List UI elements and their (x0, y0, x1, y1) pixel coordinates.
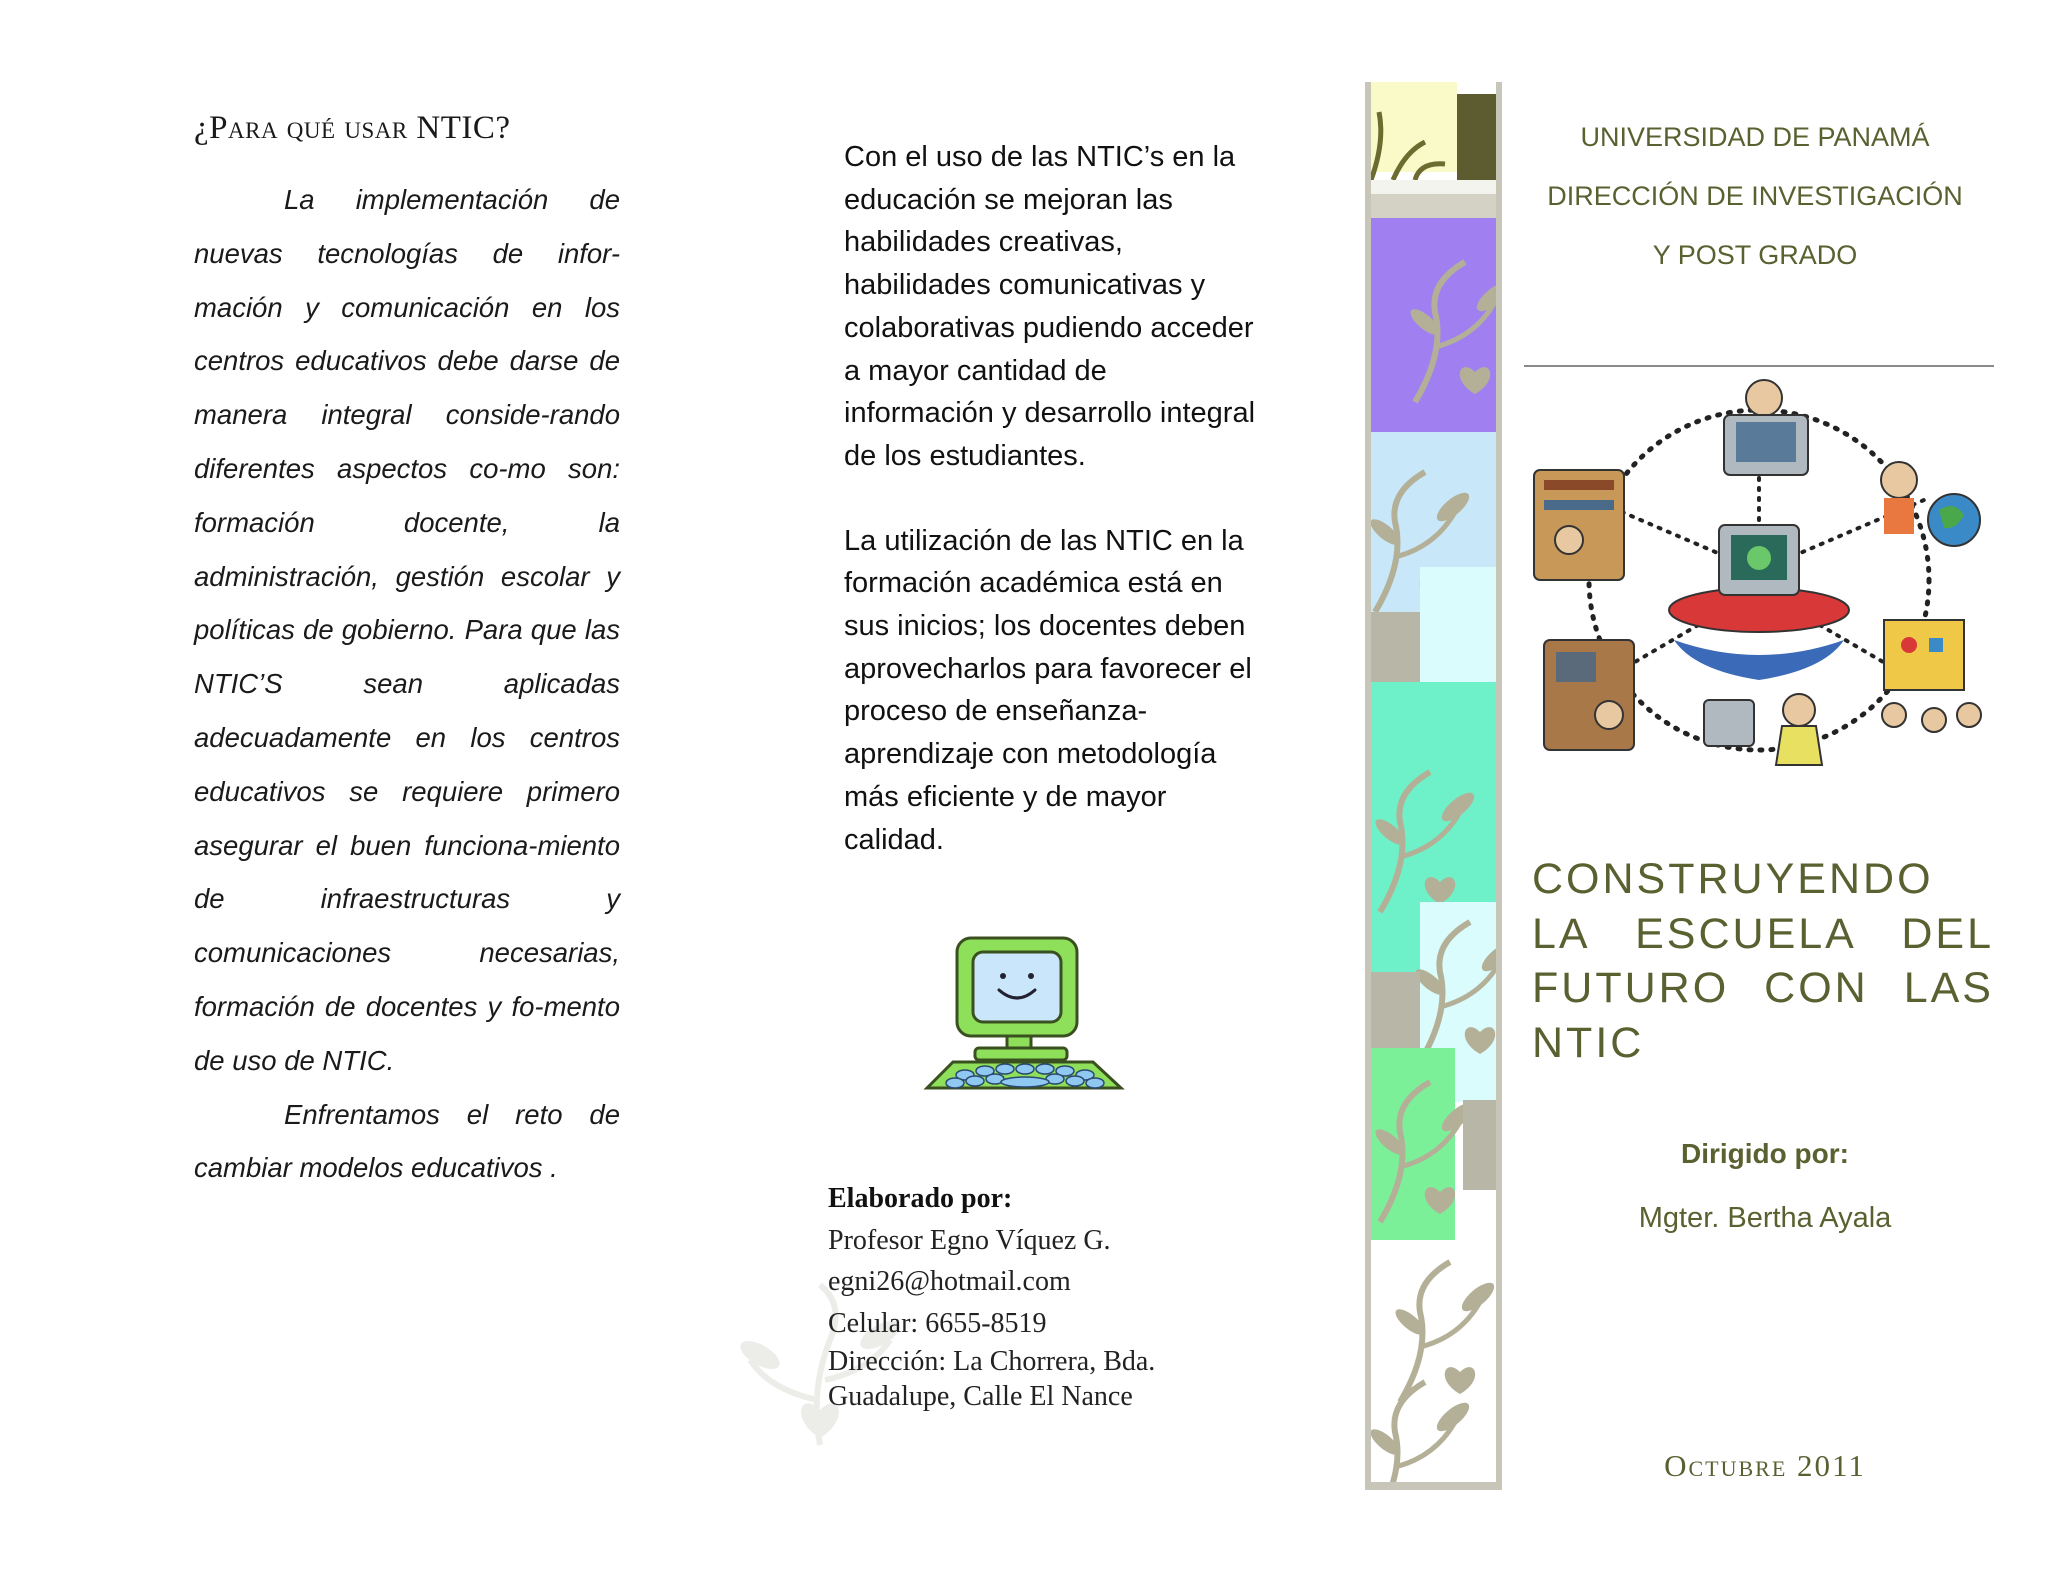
ntic-network-diagram-icon (1524, 370, 1994, 790)
author-title: Elaborado por: (828, 1183, 1013, 1214)
author-address-line-1: Dirección: La Chorrera, Bda. (828, 1346, 1156, 1377)
middle-panel (844, 136, 1264, 861)
left-paragraph-1: La implementación de nuevas tecnologías de infor-mación y comunicación en los centros educativos debe darse de manera integral conside-rando diferentes aspectos co-mo son: formación docente, la administración, gestión escolar y políticas de gobierno. Para que las NTIC’S sean aplicadas adecuadamente en los centros educativos se requiere primero asegurar el buen funciona-miento de infraestructuras y comunicaciones necesarias, formación de docentes y fo-mento de uso de NTIC. (194, 184, 620, 1076)
directed-by-name: Mgter. Bertha Ayala (1638, 1202, 1892, 1234)
program-name: Y POST GRADO (1652, 240, 1858, 270)
left-heading: ¿Para qué usar NTIC? (194, 110, 511, 146)
publication-date: Octubre 2011 (1664, 1448, 1866, 1483)
author-email: egni26@hotmail.com (828, 1266, 1071, 1297)
middle-paragraph-2: La utilización de las NTIC en la formación académica está en sus inicios; los docentes deben aprovecharlos para favorecer el proceso de enseñanza-aprendizaje con metodología más eficiente y de mayor calidad. (844, 524, 1252, 856)
author-name: Profesor Egno Víquez G. (828, 1224, 1111, 1256)
university-name: UNIVERSIDAD DE PANAMÁ (1580, 122, 1930, 152)
directed-by-label: Dirigido por: (1681, 1138, 1849, 1169)
decorative-floral-strip (1365, 82, 1502, 1490)
left-paragraph-2: Enfrentamos el reto de cambiar modelos educativos . (194, 1098, 620, 1184)
main-title: CONSTRUYENDO LA ESCUELA DEL FUTURO CON LAS NTIC (1532, 855, 1994, 1067)
left-body (194, 173, 620, 1195)
header-divider (1524, 365, 1994, 367)
author-address-line-2: Guadalupe, Calle El Nance (828, 1381, 1133, 1412)
left-panel (194, 110, 620, 1195)
direction-name: DIRECCIÓN DE INVESTIGACIÓN (1547, 181, 1963, 211)
author-phone: Celular: 6655-8519 (828, 1307, 1047, 1339)
author-block (828, 1178, 1248, 1414)
university-block (1520, 108, 1990, 285)
computer-clipart-icon (915, 930, 1135, 1105)
middle-paragraph-1: Con el uso de las NTIC’s en la educación se mejoran las habilidades creativas, habilidades comunicativas y colaborativas pudiendo acceder a mayor cantidad de información y desarrollo integral de los estudiantes. (844, 141, 1256, 472)
